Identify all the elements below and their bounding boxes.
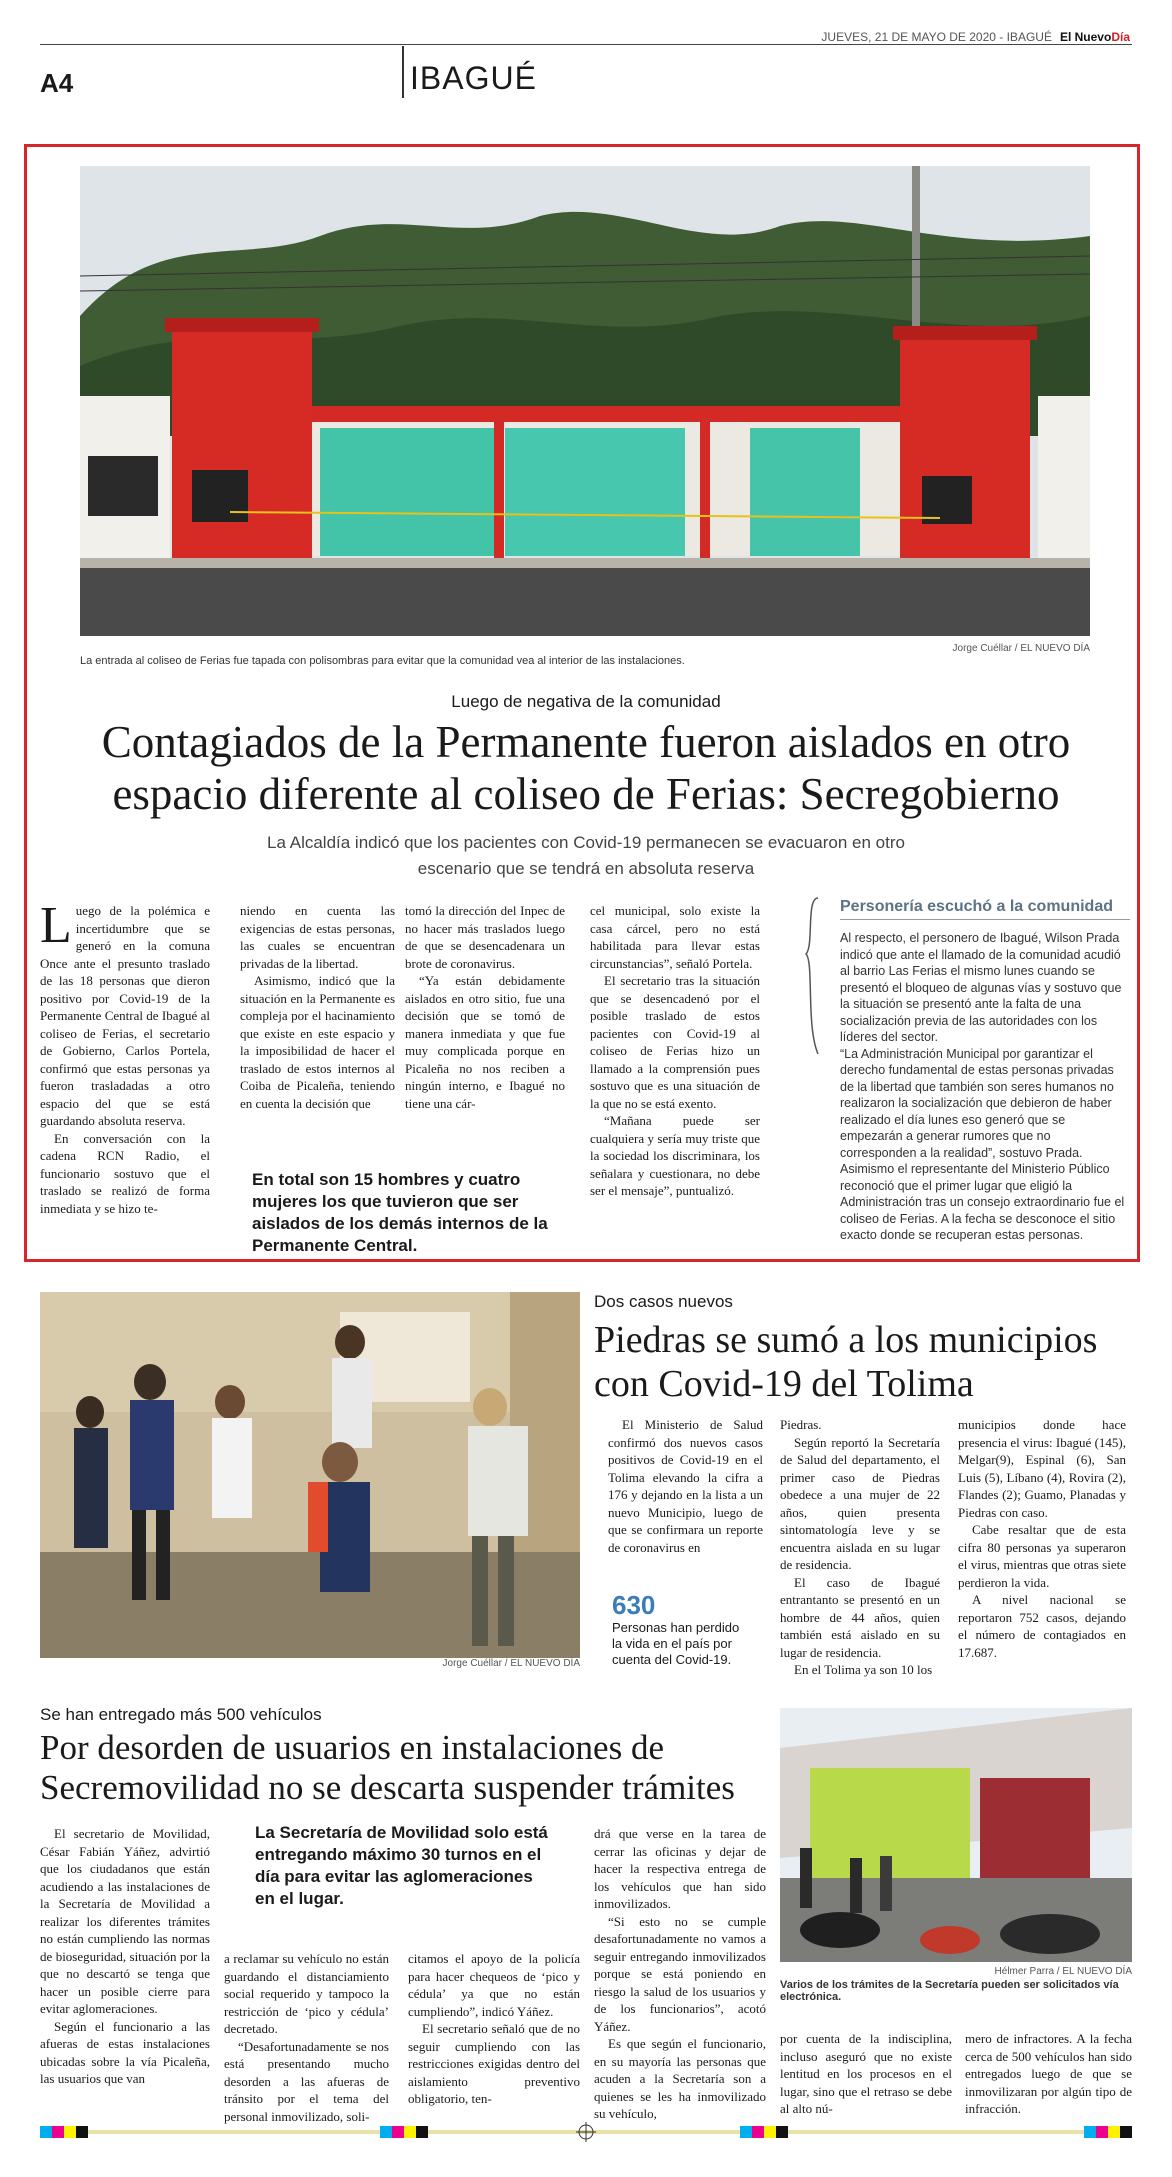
article-column: mero de infractores. A la fecha cerca de 500 vehículos han sido entregados luego de que se inmovilizaran por algún tipo de infracción. [965,2031,1132,2116]
photo-credit: Hélmer Parra / EL NUEVO DÍA [994,1966,1132,1977]
article-headline[interactable]: Por desorden de usuarios en instalaciones de Secremovilidad no se descarta suspender trámites [40,1728,735,1807]
article-column: cel municipal, solo existe la casa cárcel, pero no está habilitada para llevar estas circunstancias”, señaló Portela. El secretario tras la situación que se desencadenó por el posible traslado de estos pacientes con Covid-19 al coliseo de Ferias hizo un llamado a la comprensión pues sostuvo que es una situación de la que no se está exento. “Mañana puede ser cualquiera y sería muy triste que la sociedad los discriminara, los señalara y cuestionara, no debe ser el mensaje”, puntualizó. [590,903,760,1198]
article-column: El secretario de Movilidad, César Fabián Yáñez, advirtió que los ciudadanos que están acudiendo a las instalaciones de la Secretaría de Movilidad a realizar los diferentes trámites no están cumpliendo las normas de bioseguridad, situación por la que no descartó se tenga que hacer un posible cierre para evitar aglomeraciones. Según el funcionario a las afueras de estas instalaciones ubicadas sobre la vía Picaleña, las usuarios que van [40,1826,210,2086]
photo-caption: Varios de los trámites de la Secretaría pueden ser solicitados vía electrónica. [780,1979,1119,2003]
stat-text: Personas han perdido la vida en el país por cuenta del Covid-19. [612,1620,740,1667]
article-column: a reclamar su vehículo no están guardando el distanciamiento social requerido y tampoco la restricción de ‘pico y cédula’ decretado. “Desafortunadamente se nos está presentando mucho desorden a las afueras de tránsito por el tema del personal inmovilizado, soli- [224,1951,389,2124]
drop-cap: L [40,897,72,954]
ferias-coliseum-photo [80,166,1090,636]
header-date: JUEVES, 21 DE MAYO DE 2020 - IBAGUÉ [821,30,1052,44]
article-column: niendo en cuenta las exigencias de estas personas, las cuales se encuentran privadas de la libertad. Asimismo, indicó que la situación en la Permanente es compleja por el hacinamiento que existe en este espacio y la imposibilidad de hacer el traslado de estos internos al Coiba de Picaleña, teniendo en cuenta la decisión que [240,903,395,1111]
article-column: por cuenta de la indisciplina, incluso aseguró que no existe lentitud en los procesos en el lugar, sino que el retraso se debe al alto nú- [780,2031,952,2116]
article-column: Piedras. Según reportó la Secretaría de Salud del departamento, el primer caso de Piedras obedece a una mujer de 22 años, quien presenta sintomatología leve y se encuentra aislada en su lugar de residencia. El caso de Ibagué entrantanto se presentó en un hombre de 44 años, quien también está aislado en su lugar de residencia. En el Tolima ya son 10 los [780,1417,940,1677]
header-rule [40,44,1132,45]
article-headline[interactable]: Contagiados de la Permanente fueron aislados en otro espacio diferente al coliseo de Ferias: Secregobierno [101,717,1071,819]
pull-quote: La Secretaría de Movilidad solo está entregando máximo 30 turnos en el día para evitar las aglomeraciones en el lugar. [255,1823,548,1908]
page-number: A4 [40,68,74,98]
sidebar-body: Al respecto, el personero de Ibagué, Wilson Prada indicó que ante el llamado de la comunidad acudió al barrio Las Ferias el mismo lunes cuando se presentó el bloqueo de algunas vías y sostuvo que la situación se presentó ante la falta de una socialización previa de las autoridades con los líderes del sector. “La Administración Municipal por garantizar el derecho fundamental de estas personas privadas de la libertad que también son seres humanos no realizaron la socialización que debieron de haber realizado el día lunes eso generó que se empezarán a generar rumores que no corresponden a la realidad”, sostuvo Prada. Asimismo el representante del Ministerio Público reconoció que el primer lugar que eligió la Administración tras un consejo extraordinario fue el coliseo de Ferias. A la fecha se desconoce el sitio exacto donde se recuperan estas personas. [840,931,1125,1242]
article-column: citamos el apoyo de la policía para hacer chequeos de ‘pico y cédula’ ya que no están cumpliendo”, indicó Yáñez. El secretario señaló que de no seguir cumpliendo con las restricciones exigidas dentro del aislamiento preventivo obligatorio, ten- [408,1951,580,2106]
article-column: drá que verse en la tarea de cerrar las oficinas y dejar de hacer la respectiva entrega de los vehículos que han sido inmovilizados. “Si esto no se cumple desafortunadamente no vamos a seguir entregando inmovilizados porque se está poniendo en riesgo la salud de los usuarios y de los funcionarios”, acotó Yáñez. Es que según el funcionario, en su mayoría las personas que acuden a la Secretaría son a quienes se les ha inmovilizado su vehículo, [594,1826,766,2121]
section-divider [402,46,404,98]
header-meta [821,30,1130,44]
people-photo [40,1292,580,1658]
print-registration-strip [40,2122,1132,2142]
pull-quote: En total son 15 hombres y cuatro mujeres los que tuvieron que ser aislados de los demás internos de la Permanente Central. [252,1170,548,1255]
article-column: municipios donde hace presencia el virus: Ibagué (145), Melgar(9), Espinal (6), San Luis (5), Líbano (4), Rovira (2), Flandes (2); Guamo, Planadas y Piedras con caso. Cabe resaltar que de esta cifra 80 personas ya superaron el virus, mientras que otras siete perdieron la vida. A nivel nacional se reportaron 752 casos, dejando el número de contagiados en 17.687. [958,1417,1126,1660]
brace-icon [800,896,824,1056]
article-kicker: Dos casos nuevos [594,1292,733,1311]
section-name: IBAGUÉ [410,60,537,96]
stat-number: 630 [612,1590,656,1620]
article-column: Luego de la polémica e incertidumbre que se generó en la comuna Once ante el presunto traslado de las 18 personas que dieron positivo por Covid-19 de la Permanente Central de Ibagué al coliseo de Ferias, el secretario de Gobierno, Carlos Portela, confirmó que estas personas ya fueron trasladadas a otro espacio del que se está guardando absoluta reserva. En conversación con la cadena RCN Radio, el funcionario sostuvo que el traslado se realizó de forma inmediata y se hizo te- [40,897,210,1216]
photo-caption: La entrada al coliseo de Ferias fue tapada con polisombras para evitar que la comunidad vea al interior de las instalaciones. [80,655,685,667]
article-column: tomó la dirección del Inpec de no hacer más traslados luego de que se desencadenara un brote de coronavirus. “Ya están debidamente aislados en otro sitio, fue una decisión que se tomó de manera inmediata y que fue muy complicada porque en Picaleña no nos reciben a ningún interno, e Ibagué no tiene una cár- [405,903,565,1111]
newspaper-logo: El NuevoDía [1059,30,1130,44]
article-headline[interactable]: Piedras se sumó a los municipios con Covid-19 del Tolima [594,1319,1098,1405]
photo-credit: Jorge Cuéllar / EL NUEVO DÍA [952,643,1090,654]
movilidad-office-photo [780,1708,1132,1962]
article-column: El Ministerio de Salud confirmó dos nuevos casos positivos de Covid-19 en el Tolima elevando la cifra a 176 y dejando en la lista a un nuevo Municipio, luego de que se confirmara un reporte de coronavirus en [608,1417,763,1555]
article-kicker: Se han entregado más 500 vehículos [40,1705,322,1724]
article-kicker: Luego de negativa de la comunidad [451,692,721,711]
photo-credit: Jorge Cuéllar / EL NUEVO DÍA [442,1658,580,1669]
sidebar-title: Personería escuchó a la comunidad [840,898,1130,920]
article-deck: La Alcaldía indicó que los pacientes con Covid-19 permanecen se evacuaron en otro escenario que se tendrá en absoluta reserva [267,833,905,878]
